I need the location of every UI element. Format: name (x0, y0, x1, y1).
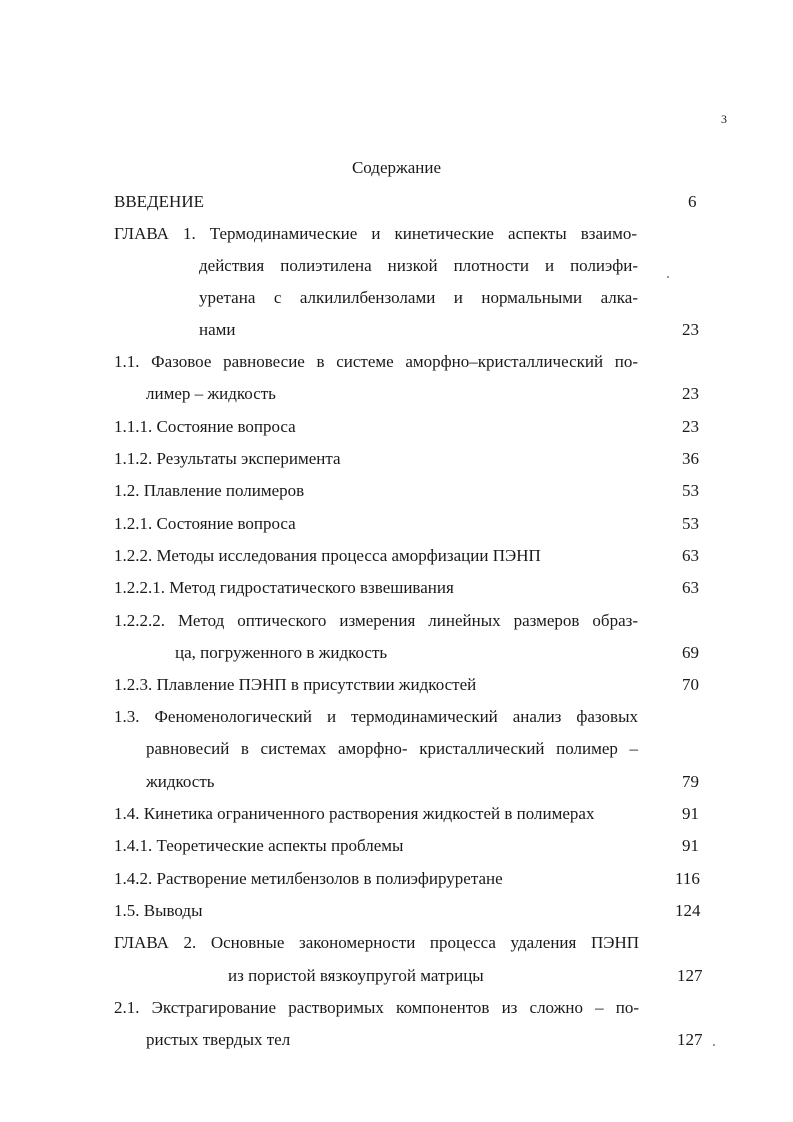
toc-page-number: 91 (682, 836, 699, 855)
toc-entry-line: жидкость (146, 772, 215, 791)
toc-entry-line: 1.1.1. Состояние вопроса (114, 417, 296, 436)
toc-entry-line: ристых твердых тел (146, 1030, 291, 1049)
toc-entry-line: 1.1.2. Результаты эксперимента (114, 449, 341, 468)
toc-entry-line: действия полиэтилена низкой плотности и полиэфи- (199, 256, 638, 275)
toc-page-number: 23 (682, 320, 699, 339)
toc-entry-line: ГЛАВА 2. Основные закономерности процесса удаления ПЭНП (114, 933, 639, 952)
toc-page-number: 6 (688, 192, 697, 211)
toc-page-number: 127 (677, 966, 703, 985)
toc-entry-line: 1.2.2.1. Метод гидростатического взвешивания (114, 578, 454, 597)
toc-page-number: 79 (682, 772, 699, 791)
toc-entry-line: уретана с алкилилбензолами и нормальными алка- (199, 288, 638, 307)
toc-entry-line: 1.1. Фазовое равновесие в системе аморфно–кристаллический по- (114, 352, 638, 371)
toc-page-number: 69 (682, 643, 699, 662)
toc-entry-line: лимер – жидкость (146, 384, 276, 403)
toc-page-number: 36 (682, 449, 699, 468)
toc-entry-line: равновесий в системах аморфно- кристаллический полимер – (146, 739, 638, 758)
toc-entry-line: 2.1. Экстрагирование растворимых компонентов из сложно – по- (114, 998, 639, 1017)
toc-entry-line: 1.2.2. Методы исследования процесса аморфизации ПЭНП (114, 546, 541, 565)
toc-page-number: 23 (682, 417, 699, 436)
toc-page-number: 63 (682, 578, 699, 597)
toc-page-number: 53 (682, 514, 699, 533)
toc-entry-line: ВВЕДЕНИЕ (114, 192, 204, 211)
toc-page-number: 127 (677, 1030, 703, 1049)
toc-page-number: 23 (682, 384, 699, 403)
toc-entry-line: 1.4. Кинетика ограниченного растворения жидкостей в полимерах (114, 804, 595, 823)
toc-entry-line: 1.3. Феноменологический и термодинамический анализ фазовых (114, 707, 638, 726)
toc-page-number: 91 (682, 804, 699, 823)
page-title: Содержание (351, 158, 442, 177)
toc-entry-line: 1.2. Плавление полимеров (114, 481, 305, 500)
toc-entry-line: ца, погруженного в жидкость (175, 643, 388, 662)
toc-entry-line: из пористой вязкоупругой матрицы (228, 966, 484, 985)
toc-page-number: 124 (675, 901, 701, 920)
toc-entry-line: ГЛАВА 1. Термодинамические и кинетические аспекты взаимо- (114, 224, 637, 243)
toc-page-number: 70 (682, 675, 699, 694)
toc-entry-line: 1.5. Выводы (114, 901, 203, 920)
toc-entry-line: 1.2.2.2. Метод оптического измерения линейных размеров образ- (114, 611, 638, 630)
toc-entry-line: нами (199, 320, 236, 339)
page-number: 3 (721, 112, 727, 126)
toc-page-number: 116 (675, 869, 700, 888)
toc-entry-line: 1.4.1. Теоретические аспекты проблемы (114, 836, 404, 855)
toc-entry-line: 1.2.1. Состояние вопроса (114, 514, 296, 533)
scan-speck (667, 276, 669, 278)
toc-entry-line: 1.2.3. Плавление ПЭНП в присутствии жидкостей (114, 675, 477, 694)
toc-page-number: 53 (682, 481, 699, 500)
toc-entry-line: 1.4.2. Растворение метилбензолов в полиэфируретане (114, 869, 503, 888)
toc-page-number: 63 (682, 546, 699, 565)
scan-speck (713, 1044, 715, 1046)
